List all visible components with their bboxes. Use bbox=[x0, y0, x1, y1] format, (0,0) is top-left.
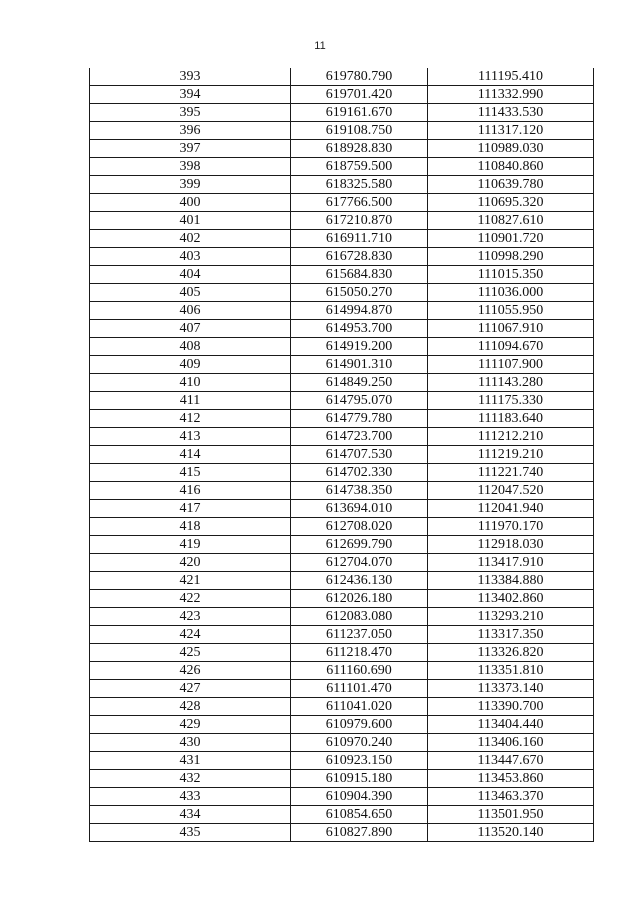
point-number-cell: 420 bbox=[90, 554, 291, 572]
x-coordinate-cell: 619108.750 bbox=[291, 122, 428, 140]
y-coordinate-cell: 110639.780 bbox=[428, 176, 594, 194]
point-number-cell: 424 bbox=[90, 626, 291, 644]
point-number-cell: 412 bbox=[90, 410, 291, 428]
point-number-cell: 410 bbox=[90, 374, 291, 392]
table-row bbox=[90, 734, 594, 752]
point-number-cell: 435 bbox=[90, 824, 291, 842]
table-row bbox=[90, 752, 594, 770]
table-row bbox=[90, 428, 594, 446]
table-row bbox=[90, 824, 594, 842]
x-coordinate-cell: 610979.600 bbox=[291, 716, 428, 734]
table-row bbox=[90, 176, 594, 194]
point-number-cell: 414 bbox=[90, 446, 291, 464]
table-row bbox=[90, 500, 594, 518]
point-number-cell: 416 bbox=[90, 482, 291, 500]
table-row bbox=[90, 68, 594, 86]
table-row bbox=[90, 248, 594, 266]
y-coordinate-cell: 113351.810 bbox=[428, 662, 594, 680]
y-coordinate-cell: 113390.700 bbox=[428, 698, 594, 716]
point-number-cell: 433 bbox=[90, 788, 291, 806]
table-row bbox=[90, 410, 594, 428]
y-coordinate-cell: 112041.940 bbox=[428, 500, 594, 518]
point-number-cell: 405 bbox=[90, 284, 291, 302]
table-row bbox=[90, 302, 594, 320]
y-coordinate-cell: 111055.950 bbox=[428, 302, 594, 320]
point-number-cell: 418 bbox=[90, 518, 291, 536]
point-number-cell: 422 bbox=[90, 590, 291, 608]
x-coordinate-cell: 610827.890 bbox=[291, 824, 428, 842]
table-row bbox=[90, 356, 594, 374]
point-number-cell: 394 bbox=[90, 86, 291, 104]
table-row bbox=[90, 230, 594, 248]
table-row bbox=[90, 518, 594, 536]
y-coordinate-cell: 110901.720 bbox=[428, 230, 594, 248]
table-row bbox=[90, 86, 594, 104]
point-number-cell: 401 bbox=[90, 212, 291, 230]
x-coordinate-cell: 619161.670 bbox=[291, 104, 428, 122]
y-coordinate-cell: 112047.520 bbox=[428, 482, 594, 500]
x-coordinate-cell: 616911.710 bbox=[291, 230, 428, 248]
point-number-cell: 430 bbox=[90, 734, 291, 752]
x-coordinate-cell: 614779.780 bbox=[291, 410, 428, 428]
point-number-cell: 415 bbox=[90, 464, 291, 482]
y-coordinate-cell: 111317.120 bbox=[428, 122, 594, 140]
point-number-cell: 434 bbox=[90, 806, 291, 824]
point-number-cell: 408 bbox=[90, 338, 291, 356]
table-row bbox=[90, 572, 594, 590]
point-number-cell: 402 bbox=[90, 230, 291, 248]
point-number-cell: 404 bbox=[90, 266, 291, 284]
table-row bbox=[90, 788, 594, 806]
point-number-cell: 428 bbox=[90, 698, 291, 716]
y-coordinate-cell: 111221.740 bbox=[428, 464, 594, 482]
point-number-cell: 400 bbox=[90, 194, 291, 212]
x-coordinate-cell: 610904.390 bbox=[291, 788, 428, 806]
y-coordinate-cell: 111143.280 bbox=[428, 374, 594, 392]
x-coordinate-cell: 610970.240 bbox=[291, 734, 428, 752]
y-coordinate-cell: 111332.990 bbox=[428, 86, 594, 104]
table-row bbox=[90, 266, 594, 284]
x-coordinate-cell: 614795.070 bbox=[291, 392, 428, 410]
table-row bbox=[90, 374, 594, 392]
table-row bbox=[90, 716, 594, 734]
x-coordinate-cell: 615050.270 bbox=[291, 284, 428, 302]
x-coordinate-cell: 611101.470 bbox=[291, 680, 428, 698]
x-coordinate-cell: 610923.150 bbox=[291, 752, 428, 770]
y-coordinate-cell: 111195.410 bbox=[428, 68, 594, 86]
x-coordinate-cell: 614723.700 bbox=[291, 428, 428, 446]
y-coordinate-cell: 113501.950 bbox=[428, 806, 594, 824]
coordinates-table bbox=[89, 68, 594, 842]
x-coordinate-cell: 610854.650 bbox=[291, 806, 428, 824]
y-coordinate-cell: 113402.860 bbox=[428, 590, 594, 608]
x-coordinate-cell: 612708.020 bbox=[291, 518, 428, 536]
table-row bbox=[90, 536, 594, 554]
x-coordinate-cell: 614919.200 bbox=[291, 338, 428, 356]
y-coordinate-cell: 111107.900 bbox=[428, 356, 594, 374]
x-coordinate-cell: 614702.330 bbox=[291, 464, 428, 482]
y-coordinate-cell: 113293.210 bbox=[428, 608, 594, 626]
x-coordinate-cell: 614994.870 bbox=[291, 302, 428, 320]
table-row bbox=[90, 662, 594, 680]
point-number-cell: 426 bbox=[90, 662, 291, 680]
point-number-cell: 425 bbox=[90, 644, 291, 662]
x-coordinate-cell: 618928.830 bbox=[291, 140, 428, 158]
y-coordinate-cell: 113447.670 bbox=[428, 752, 594, 770]
y-coordinate-cell: 113384.880 bbox=[428, 572, 594, 590]
x-coordinate-cell: 618759.500 bbox=[291, 158, 428, 176]
table-row bbox=[90, 392, 594, 410]
x-coordinate-cell: 614953.700 bbox=[291, 320, 428, 338]
table-row bbox=[90, 482, 594, 500]
x-coordinate-cell: 618325.580 bbox=[291, 176, 428, 194]
y-coordinate-cell: 111094.670 bbox=[428, 338, 594, 356]
x-coordinate-cell: 617210.870 bbox=[291, 212, 428, 230]
x-coordinate-cell: 614901.310 bbox=[291, 356, 428, 374]
x-coordinate-cell: 612704.070 bbox=[291, 554, 428, 572]
x-coordinate-cell: 610915.180 bbox=[291, 770, 428, 788]
table-row bbox=[90, 158, 594, 176]
point-number-cell: 423 bbox=[90, 608, 291, 626]
y-coordinate-cell: 110840.860 bbox=[428, 158, 594, 176]
point-number-cell: 427 bbox=[90, 680, 291, 698]
y-coordinate-cell: 111175.330 bbox=[428, 392, 594, 410]
table-row bbox=[90, 104, 594, 122]
table-row bbox=[90, 194, 594, 212]
x-coordinate-cell: 614849.250 bbox=[291, 374, 428, 392]
point-number-cell: 403 bbox=[90, 248, 291, 266]
table-row bbox=[90, 446, 594, 464]
y-coordinate-cell: 112918.030 bbox=[428, 536, 594, 554]
point-number-cell: 431 bbox=[90, 752, 291, 770]
x-coordinate-cell: 611237.050 bbox=[291, 626, 428, 644]
y-coordinate-cell: 113520.140 bbox=[428, 824, 594, 842]
x-coordinate-cell: 611160.690 bbox=[291, 662, 428, 680]
point-number-cell: 409 bbox=[90, 356, 291, 374]
table-row bbox=[90, 806, 594, 824]
x-coordinate-cell: 613694.010 bbox=[291, 500, 428, 518]
y-coordinate-cell: 111970.170 bbox=[428, 518, 594, 536]
table-row bbox=[90, 338, 594, 356]
x-coordinate-cell: 614707.530 bbox=[291, 446, 428, 464]
x-coordinate-cell: 619780.790 bbox=[291, 68, 428, 86]
y-coordinate-cell: 113317.350 bbox=[428, 626, 594, 644]
x-coordinate-cell: 612083.080 bbox=[291, 608, 428, 626]
x-coordinate-cell: 611218.470 bbox=[291, 644, 428, 662]
y-coordinate-cell: 111067.910 bbox=[428, 320, 594, 338]
x-coordinate-cell: 612026.180 bbox=[291, 590, 428, 608]
y-coordinate-cell: 113404.440 bbox=[428, 716, 594, 734]
y-coordinate-cell: 113406.160 bbox=[428, 734, 594, 752]
table-row bbox=[90, 140, 594, 158]
x-coordinate-cell: 611041.020 bbox=[291, 698, 428, 716]
point-number-cell: 399 bbox=[90, 176, 291, 194]
point-number-cell: 406 bbox=[90, 302, 291, 320]
x-coordinate-cell: 616728.830 bbox=[291, 248, 428, 266]
coordinates-table-body bbox=[90, 68, 594, 842]
y-coordinate-cell: 110695.320 bbox=[428, 194, 594, 212]
point-number-cell: 396 bbox=[90, 122, 291, 140]
table-row bbox=[90, 698, 594, 716]
point-number-cell: 393 bbox=[90, 68, 291, 86]
table-row bbox=[90, 680, 594, 698]
x-coordinate-cell: 612436.130 bbox=[291, 572, 428, 590]
y-coordinate-cell: 111433.530 bbox=[428, 104, 594, 122]
table-row bbox=[90, 626, 594, 644]
y-coordinate-cell: 113463.370 bbox=[428, 788, 594, 806]
table-row bbox=[90, 320, 594, 338]
y-coordinate-cell: 111036.000 bbox=[428, 284, 594, 302]
y-coordinate-cell: 111015.350 bbox=[428, 266, 594, 284]
y-coordinate-cell: 111183.640 bbox=[428, 410, 594, 428]
x-coordinate-cell: 619701.420 bbox=[291, 86, 428, 104]
table-row bbox=[90, 608, 594, 626]
point-number-cell: 398 bbox=[90, 158, 291, 176]
point-number-cell: 407 bbox=[90, 320, 291, 338]
x-coordinate-cell: 615684.830 bbox=[291, 266, 428, 284]
table-row bbox=[90, 284, 594, 302]
y-coordinate-cell: 113417.910 bbox=[428, 554, 594, 572]
table-row bbox=[90, 464, 594, 482]
point-number-cell: 417 bbox=[90, 500, 291, 518]
x-coordinate-cell: 612699.790 bbox=[291, 536, 428, 554]
y-coordinate-cell: 110998.290 bbox=[428, 248, 594, 266]
y-coordinate-cell: 113453.860 bbox=[428, 770, 594, 788]
y-coordinate-cell: 111212.210 bbox=[428, 428, 594, 446]
point-number-cell: 411 bbox=[90, 392, 291, 410]
coordinates-table-container bbox=[89, 68, 593, 842]
table-row bbox=[90, 590, 594, 608]
point-number-cell: 413 bbox=[90, 428, 291, 446]
point-number-cell: 421 bbox=[90, 572, 291, 590]
y-coordinate-cell: 110827.610 bbox=[428, 212, 594, 230]
table-row bbox=[90, 212, 594, 230]
y-coordinate-cell: 113373.140 bbox=[428, 680, 594, 698]
table-row bbox=[90, 644, 594, 662]
point-number-cell: 429 bbox=[90, 716, 291, 734]
table-row bbox=[90, 554, 594, 572]
point-number-cell: 397 bbox=[90, 140, 291, 158]
y-coordinate-cell: 110989.030 bbox=[428, 140, 594, 158]
point-number-cell: 395 bbox=[90, 104, 291, 122]
page-number: 11 bbox=[314, 40, 326, 52]
point-number-cell: 419 bbox=[90, 536, 291, 554]
table-row bbox=[90, 770, 594, 788]
y-coordinate-cell: 113326.820 bbox=[428, 644, 594, 662]
point-number-cell: 432 bbox=[90, 770, 291, 788]
x-coordinate-cell: 617766.500 bbox=[291, 194, 428, 212]
x-coordinate-cell: 614738.350 bbox=[291, 482, 428, 500]
y-coordinate-cell: 111219.210 bbox=[428, 446, 594, 464]
table-row bbox=[90, 122, 594, 140]
